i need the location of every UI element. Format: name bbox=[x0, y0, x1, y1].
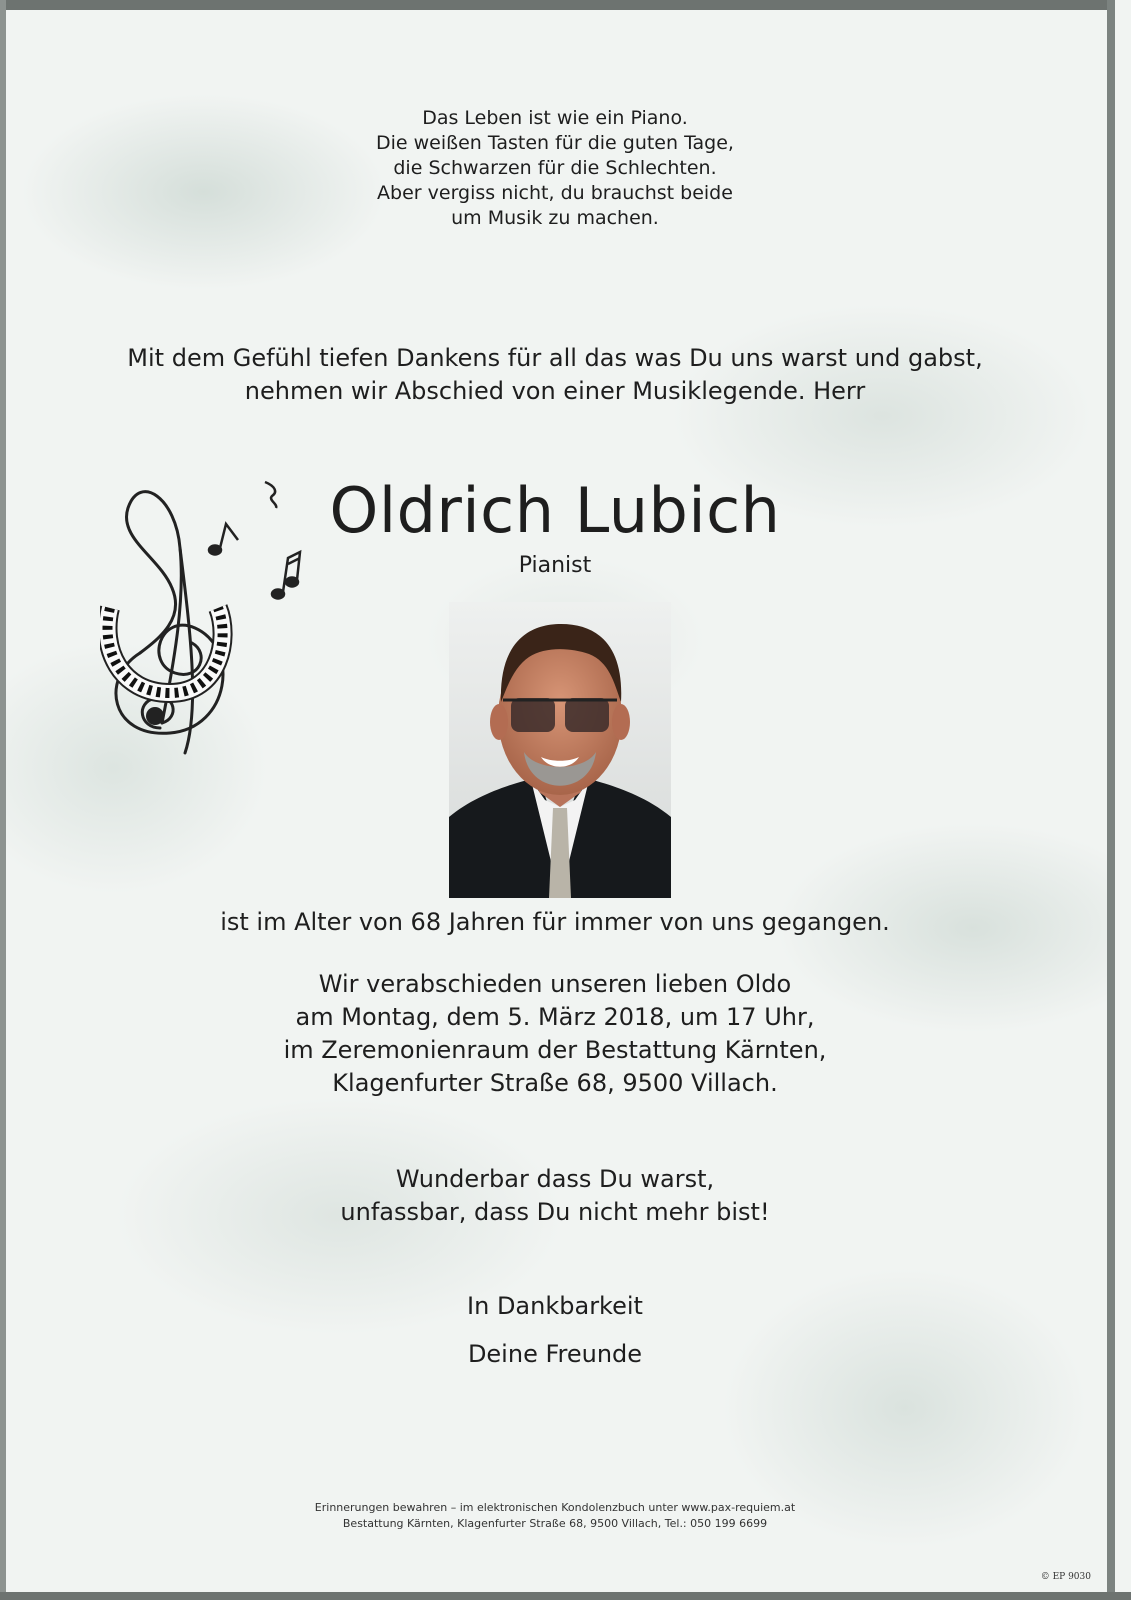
service-details bbox=[0, 968, 1110, 1100]
footer-condolence-line: Erinnerungen bewahren – im elektronischen Kondolenzbuch unter www.pax-requiem.at bbox=[314, 1501, 796, 1514]
poem bbox=[0, 106, 1110, 231]
poem-line: Das Leben ist wie ein Piano. bbox=[422, 107, 688, 129]
service-line: am Montag, dem 5. März 2018, um 17 Uhr, bbox=[295, 1003, 815, 1031]
farewell-text bbox=[0, 1163, 1110, 1229]
farewell-line: unfassbar, dass Du nicht mehr bist! bbox=[340, 1198, 770, 1226]
portrait-photo bbox=[449, 602, 671, 898]
poem-line: Die weißen Tasten für die guten Tage, bbox=[376, 132, 734, 154]
piano-keys-icon bbox=[108, 608, 223, 693]
closing-signature: Deine Freunde bbox=[467, 1340, 643, 1368]
intro-line: Mit dem Gefühl tiefen Dankens für all das was Du uns warst und gabst, bbox=[127, 344, 983, 372]
poem-line: die Schwarzen für die Schlechten. bbox=[393, 157, 717, 179]
footer bbox=[0, 1500, 1110, 1532]
service-line: Wir verabschieden unseren lieben Oldo bbox=[318, 970, 792, 998]
intro-line: nehmen wir Abschied von einer Musiklegende. Herr bbox=[244, 377, 866, 405]
intro-text bbox=[0, 342, 1110, 408]
age-statement: ist im Alter von 68 Jahren für immer von uns gegangen. bbox=[220, 908, 890, 936]
copyright-mark: © EP 9030 bbox=[1040, 1572, 1091, 1582]
poem-line: Aber vergiss nicht, du brauchst beide bbox=[377, 182, 733, 204]
deceased-name: Oldrich Lubich bbox=[329, 474, 781, 547]
service-line: Klagenfurter Straße 68, 9500 Villach. bbox=[332, 1069, 778, 1097]
frame-top bbox=[0, 0, 1131, 10]
footer-address-line: Bestattung Kärnten, Klagenfurter Straße 68, 9500 Villach, Tel.: 050 199 6699 bbox=[342, 1517, 768, 1530]
poem-line: um Musik zu machen. bbox=[451, 207, 659, 229]
frame-bottom bbox=[0, 1592, 1131, 1600]
frame-right bbox=[1107, 0, 1131, 1600]
closing-gratitude: In Dankbarkeit bbox=[467, 1292, 643, 1320]
deceased-role: Pianist bbox=[518, 553, 592, 578]
service-line: im Zeremonienraum der Bestattung Kärnten, bbox=[283, 1036, 827, 1064]
farewell-line: Wunderbar dass Du warst, bbox=[395, 1165, 715, 1193]
